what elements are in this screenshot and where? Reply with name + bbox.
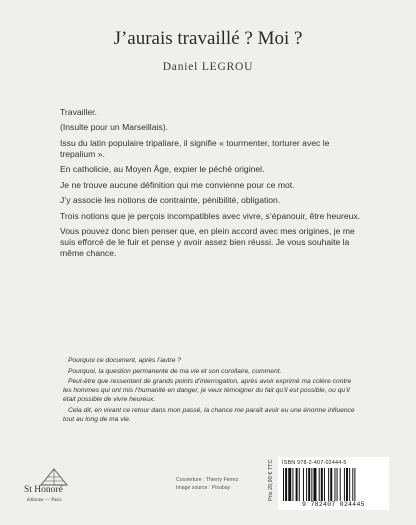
body-paragraph: Vous pouvez donc bien penser que, en plein accord avec mes origines, je me suis efforcé de le fuir et pense y avoir assez bien réussi. Je vous souhaite la même chance. [60,225,355,259]
barcode-bar [303,468,304,501]
barcode-bar [306,468,307,501]
blurb-paragraph: Peut-être que ressentant de grands points d’interrogation, après avoir exprimé ma colère contre les hommes qui ont mis l’humanité en danger, je veux témoigner du fait qu’il est possible, ou qu’il était possible de vivre heureux. [63,378,352,403]
italic-blurb [63,356,359,425]
publisher-subtitle: éditions — Paris [27,497,62,503]
barcode-bar [346,468,348,501]
body-paragraph: Travailler. [60,107,97,117]
body-paragraph: (Insulte pour un Marseillais). [60,122,168,133]
blurb-paragraph: Cela dit, en vivant ce retour dans mon passé, la chance me paraît avoir eu une énorme influence tout au long de ma vie. [63,406,355,423]
barcode-bar [296,468,298,501]
price-label [266,459,276,502]
barcode-bar [288,468,291,501]
barcode-bar [299,468,300,501]
barcode-bar [352,468,353,501]
barcode-bar [344,468,345,501]
body-paragraph: Je ne trouve aucune définition qui me convienne pour ce mot. [60,179,295,190]
barcode-bar [319,468,320,501]
publisher-name: St Honoré [24,485,63,495]
blurb-paragraph: Pourquoi ce document, après l’autre ? [68,357,182,364]
main-text [60,107,366,264]
isbn-label: ISBN 978-2-407-02444-5 [282,460,347,466]
barcode-bar [292,468,293,501]
barcode-bar [328,468,329,501]
body-paragraph: J’y associe les notions de contrainte, pénibilité, obligation. [60,195,281,206]
barcode-bar [334,468,335,501]
barcode-bar [349,468,350,501]
price-text: Prix 20,90 € TTC [268,459,274,501]
barcode-digits: 9 782407 024445 [302,501,365,508]
body-paragraph: En catholicie, au Moyen Âge, expier le péché originel. [60,164,265,175]
publisher-logo [24,468,104,512]
pyramid-logo-icon [40,468,68,486]
cover-credit: Couverture : Thierry Ferrez [176,477,239,483]
body-paragraph: Trois notions que je perçois incompatibles avec vivre, s’épanouir, être heureux. [60,210,361,221]
barcode-bar [283,468,284,501]
barcode-bar [308,468,310,501]
barcode-bar [321,468,323,501]
book-title: J’aurais travaillé ? Moi ? [113,28,303,49]
barcode-icon [282,468,385,501]
barcode-bar [340,468,341,501]
barcode-bar [324,468,325,501]
isbn-block [278,457,389,510]
blurb-paragraph: Pourquoi, la question permanente de ma vie et son corollaire, comment. [68,367,282,375]
barcode-bar [337,468,338,501]
barcode-bar [313,468,316,501]
barcode-bar [330,468,332,501]
barcode-bar [285,468,287,501]
author-name: Daniel LEGROU [162,61,254,73]
image-credit: Image source : Pixabay [176,485,231,491]
body-paragraph: Issu du latin populaire tripaliare, il signifie « tourmenter, torturer avec le trepalium ». [60,137,330,159]
credits [176,476,276,492]
barcode-bar [354,468,355,501]
barcode-bar [311,468,312,501]
